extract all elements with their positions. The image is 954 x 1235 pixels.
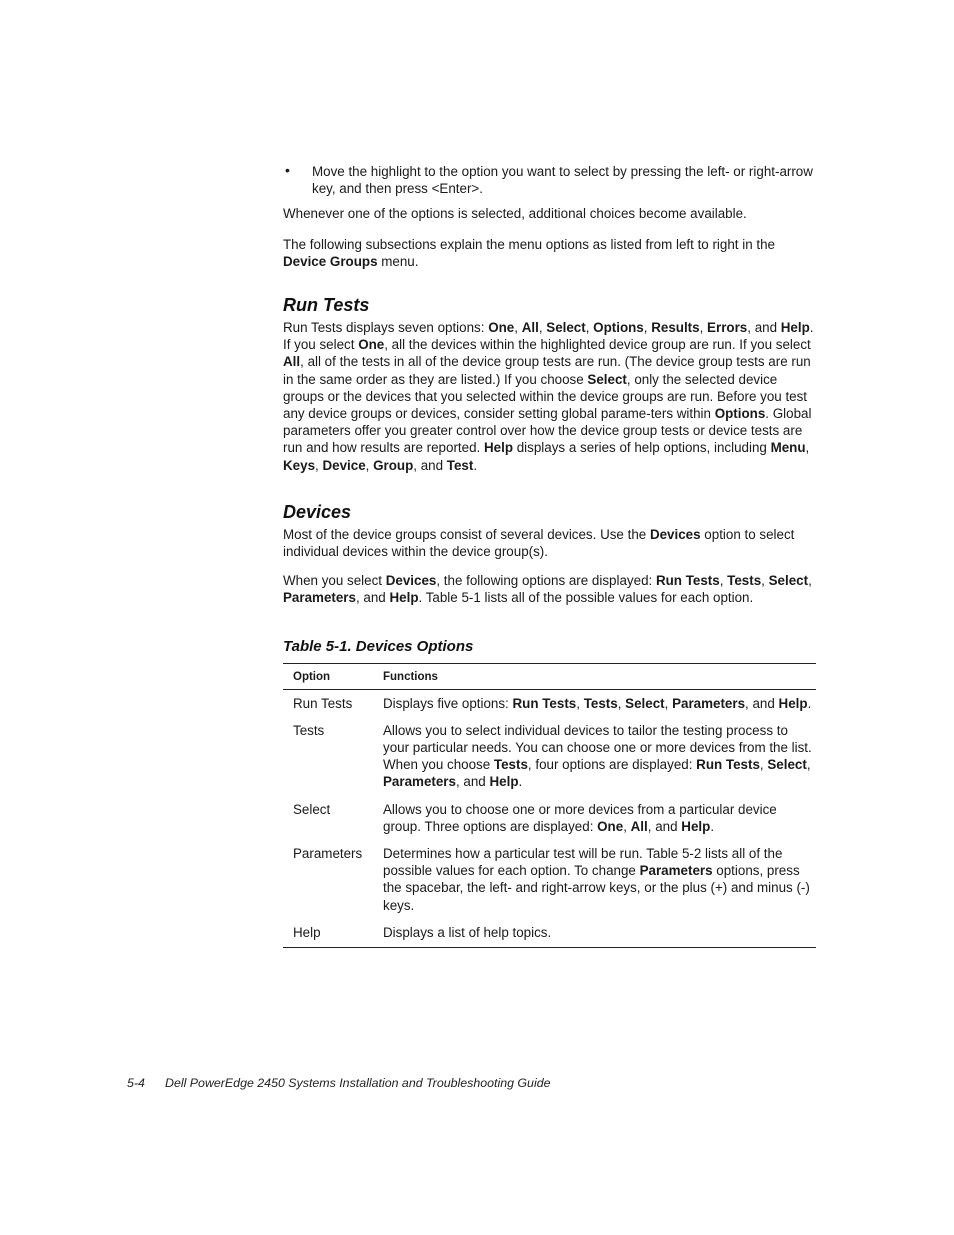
table-caption: Table 5-1. Devices Options — [283, 637, 474, 655]
functions-cell: Allows you to select individual devices to tailor the testing process to your particular needs. You can choose one or more devices from the list. When you choose Tests, four options are displayed: Run Tests, Select, Parameters, and Help. — [383, 722, 812, 790]
option-cell: Parameters — [293, 846, 363, 862]
heading-devices: Devices — [283, 501, 352, 522]
functions-cell: Displays five options: Run Tests, Tests, Select, Parameters, and Help. — [383, 695, 812, 711]
page-footer — [127, 1075, 550, 1091]
bullet-list-item — [283, 163, 816, 197]
page-number: 5-4 — [127, 1076, 145, 1090]
table-row — [283, 712, 816, 791]
functions-cell: Allows you to choose one or more devices from a particular device group. Three options are displayed: One, All, and Help. — [383, 801, 777, 834]
table-row — [283, 689, 816, 712]
devices-options-table — [283, 663, 816, 948]
bullet-text: Move the highlight to the option you want to select by pressing the left- or right-arrow key, and then press <Enter>. — [312, 164, 813, 197]
run-tests-paragraph: Run Tests displays seven options: One, All, Select, Options, Results, Errors, and Help. If you select One, all the devices within the highlighted device group are run. If you select All, all of the tests in all of the device group tests are run. (The device group tests are run in the same order as they are listed.) If you choose Select, only the selected device groups or the devices that you selected within the device groups are run. Before you test any device groups or devices, consider setting global parame-ters within Options. Global parameters offer you greater control over how the device group tests or device tests are run and how results are reported. Help displays a series of help options, including Menu, Keys, Device, Group, and Test. — [283, 320, 814, 473]
table-row — [283, 835, 816, 914]
bullet-icon: • — [285, 162, 290, 178]
table-row — [283, 914, 816, 948]
devices-paragraph-2: When you select Devices, the following options are displayed: Run Tests, Tests, Select, Parameters, and Help. Table 5-1 lists all of the possible values for each option. — [283, 573, 812, 606]
option-cell: Select — [293, 801, 331, 817]
intro-paragraph-menu: The following subsections explain the menu options as listed from left to right in the Device Groups menu. — [283, 236, 776, 269]
heading-run-tests: Run Tests — [283, 295, 370, 316]
table-row — [283, 791, 816, 835]
functions-cell: Determines how a particular test will be run. Table 5-2 lists all of the possible values for each option. To change Parameters options, press the spacebar, the left- and right-arrow keys, or the plus (+) and minus (-) keys. — [383, 846, 810, 913]
option-cell: Tests — [293, 722, 325, 738]
table-header-row — [283, 663, 816, 689]
option-cell: Run Tests — [293, 695, 353, 711]
footer-title: Dell PowerEdge 2450 Systems Installation and Troubleshooting Guide — [165, 1076, 551, 1090]
intro-paragraph: Whenever one of the options is selected, additional choices become available. — [283, 206, 747, 222]
functions-cell: Displays a list of help topics. — [383, 924, 552, 940]
option-cell: Help — [293, 924, 321, 940]
devices-paragraph-1: Most of the device groups consist of several devices. Use the Devices option to select individual devices within the device group(s). — [283, 526, 795, 560]
column-header-functions: Functions — [383, 663, 816, 689]
page-content — [283, 163, 816, 948]
column-header-option: Option — [283, 663, 383, 689]
